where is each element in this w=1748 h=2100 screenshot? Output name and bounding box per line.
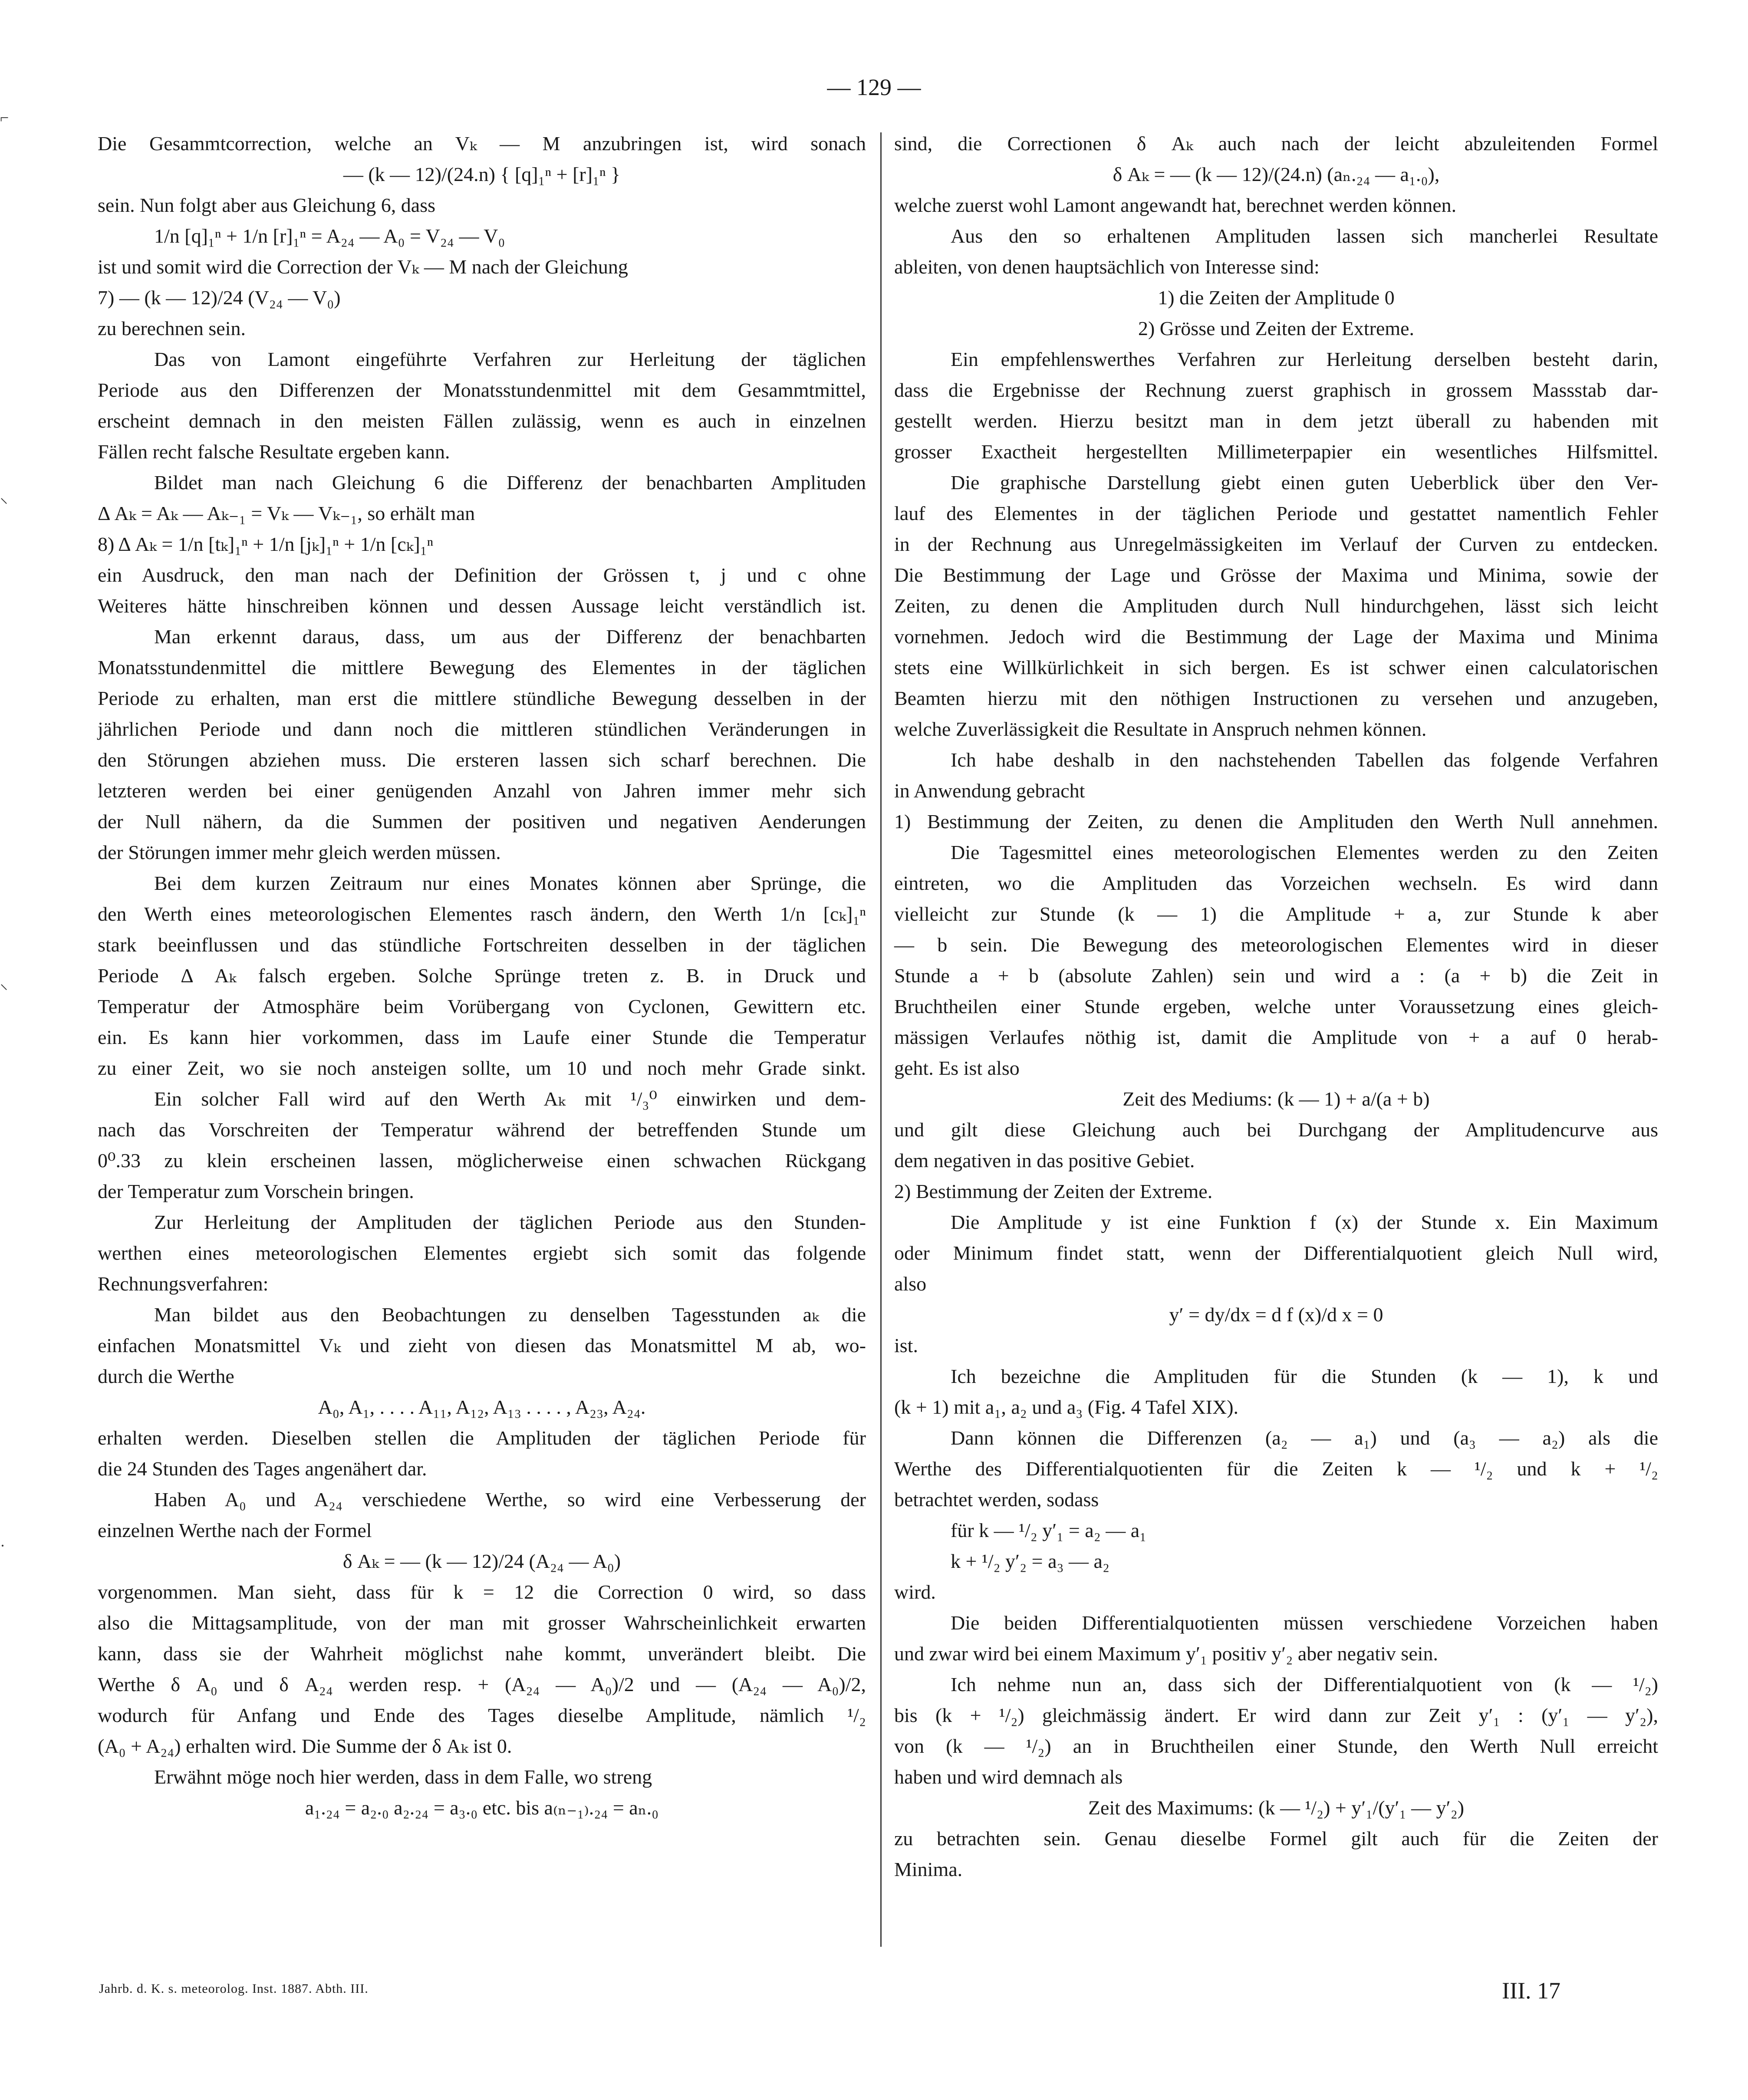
- text-line: Fällen recht falsche Resultate ergeben kann.: [98, 441, 450, 463]
- text-line: 2) Bestimmung der Zeiten der Extreme.: [894, 1180, 1213, 1202]
- text-line: sind, die Correctionen δ Aₖ auch nach der leicht abzuleitenden Formel: [894, 132, 1658, 155]
- text-line: ist.: [894, 1334, 918, 1356]
- text-line: Man bildet aus den Beobachtungen zu denselben Tagesstunden aₖ die: [154, 1303, 866, 1326]
- text-line: Erwähnt möge noch hier werden, dass in dem Falle, wo streng: [154, 1766, 652, 1788]
- text-line: Das von Lamont eingeführte Verfahren zur Herleitung der täglichen: [154, 348, 866, 370]
- text-line: der Störungen immer mehr gleich werden müssen.: [98, 841, 501, 863]
- formula-line: — (k — 12)/(24.n) { [q]₁ⁿ + [r]₁ⁿ }: [343, 163, 621, 185]
- text-line: Die graphische Darstellung giebt einen guten Ueberblick über den Ver-: [951, 471, 1658, 494]
- text-line: vorgenommen. Man sieht, dass für k = 12 die Correction 0 wird, so dass: [98, 1581, 866, 1603]
- text-line: letzteren werden bei einer genügenden Anzahl von Jahren immer mehr sich: [98, 780, 866, 802]
- text-line: Die Bestimmung der Lage und Grösse der Maxima und Minima, sowie der: [894, 564, 1658, 586]
- text-line: zu betrachten sein. Genau dieselbe Formel gilt auch für die Zeiten der: [894, 1827, 1658, 1850]
- text-line: Ich bezeichne die Amplituden für die Stunden (k — 1), k und: [951, 1365, 1658, 1387]
- text-line: Rechnungsverfahren:: [98, 1273, 269, 1295]
- text-line: also die Mittagsamplitude, von der man mit grosser Wahrscheinlichkeit erwarten: [98, 1612, 866, 1634]
- text-line: dass die Ergebnisse der Rechnung zuerst graphisch in grossem Massstab dar-: [894, 379, 1658, 401]
- text-line: geht. Es ist also: [894, 1057, 1020, 1079]
- text-line: Werthe δ A₀ und δ A₂₄ werden resp. + (A₂₄ — A₀)/2 und — (A₂₄ — A₀)/2,: [98, 1673, 866, 1695]
- formula-line: δ Aₖ = — (k — 12)/(24.n) (aₙ.₂₄ — a₁.₀),: [1113, 163, 1440, 185]
- formula-line: 8) Δ Aₖ = 1/n [tₖ]₁ⁿ + 1/n [jₖ]₁ⁿ + 1/n [cₖ]₁ⁿ: [98, 533, 434, 555]
- text-line: Minima.: [894, 1858, 963, 1880]
- text-line: ist und somit wird die Correction der Vₖ — M nach der Gleichung: [98, 256, 628, 278]
- text-line: sein. Nun folgt aber aus Gleichung 6, dass: [98, 194, 436, 216]
- text-line: lauf des Elementes in der täglichen Periode und gestattet namentlich Fehler: [894, 502, 1658, 524]
- text-line: welche Zuverlässigkeit die Resultate in Anspruch nehmen können.: [894, 718, 1427, 740]
- text-line: (A₀ + A₂₄) erhalten wird. Die Summe der δ Aₖ ist 0.: [98, 1735, 512, 1757]
- formula-line: k + ¹/₂ y′₂ = a₃ — a₂: [951, 1550, 1110, 1572]
- text-line: Bildet man nach Gleichung 6 die Differenz der benachbarten Amplituden: [154, 471, 866, 494]
- text-line: Die Tagesmittel eines meteorologischen Elementes werden zu den Zeiten: [951, 841, 1658, 863]
- text-line: durch die Werthe: [98, 1365, 234, 1387]
- text-line: Zur Herleitung der Amplituden der täglichen Periode aus den Stunden-: [154, 1211, 866, 1233]
- text-line: — b sein. Die Bewegung des meteorologischen Elementes wird in dieser: [894, 934, 1658, 956]
- footer-citation: Jahrb. d. K. s. meteorolog. Inst. 1887. Abth. III.: [99, 1982, 369, 1996]
- text-line: werthen eines meteorologischen Elementes ergiebt sich somit das folgende: [98, 1242, 866, 1264]
- formula-line: y′ = dy/dx = d f (x)/d x = 0: [1169, 1303, 1383, 1326]
- text-line: Zeiten, zu denen die Amplituden durch Null hindurchgehen, lässt sich leicht: [894, 595, 1658, 617]
- text-line: Die Gesammtcorrection, welche an Vₖ — M anzubringen ist, wird sonach: [98, 132, 866, 155]
- text-line: Stunde a + b (absolute Zahlen) sein und wird a : (a + b) die Zeit in: [894, 964, 1658, 987]
- formula-line: 2) Grösse und Zeiten der Extreme.: [1138, 317, 1415, 339]
- text-line: Ich habe deshalb in den nachstehenden Tabellen das folgende Verfahren: [951, 749, 1658, 771]
- text-line: Haben A₀ und A₂₄ verschiedene Werthe, so wird eine Verbesserung der: [154, 1488, 866, 1511]
- text-line: bis (k + ¹/₂) gleichmässig ändert. Er wird dann zur Zeit y′₁ : (y′₁ — y′₂),: [894, 1704, 1658, 1726]
- text-line: den Werth eines meteorologischen Elementes rasch ändern, den Werth 1/n [cₖ]₁ⁿ: [98, 903, 866, 925]
- text-line: kann, dass sie der Wahrheit möglichst nahe kommt, unverändert bleibt. Die: [98, 1642, 866, 1665]
- text-line: von (k — ¹/₂) an in Bruchtheilen einer Stunde, den Werth Null erreicht: [894, 1735, 1658, 1757]
- text-line: Temperatur der Atmosphäre beim Vorübergang von Cyclonen, Gewittern etc.: [98, 995, 866, 1017]
- text-line: den Störungen abziehen muss. Die ersteren lassen sich scharf berechnen. Die: [98, 749, 866, 771]
- text-line: erhalten werden. Dieselben stellen die Amplituden der täglichen Periode für: [98, 1427, 866, 1449]
- formula-line: 7) — (k — 12)/24 (V₂₄ — V₀): [98, 286, 341, 309]
- footer-signature-mark: III. 17: [1502, 1978, 1560, 2004]
- text-line: Bei dem kurzen Zeitraum nur eines Monates können aber Sprünge, die: [154, 872, 866, 894]
- text-line: Werthe des Differentialquotienten für die Zeiten k — ¹/₂ und k + ¹/₂: [894, 1458, 1658, 1480]
- text-line: ableiten, von denen hauptsächlich von Interesse sind:: [894, 256, 1320, 278]
- formula-line: für k — ¹/₂ y′₁ = a₂ — a₁: [951, 1519, 1147, 1541]
- text-line: vielleicht zur Stunde (k — 1) die Amplitude + a, zur Stunde k aber: [894, 903, 1658, 925]
- text-line: wodurch für Anfang und Ende des Tages dieselbe Amplitude, nämlich ¹/₂: [98, 1704, 866, 1726]
- text-line: Ein empfehlenswerthes Verfahren zur Herleitung derselben besteht darin,: [951, 348, 1658, 370]
- formula-line: 1/n [q]₁ⁿ + 1/n [r]₁ⁿ = A₂₄ — A₀ = V₂₄ — V₀: [154, 225, 505, 247]
- text-line: der Null nähern, da die Summen der positiven und negativen Aenderungen: [98, 810, 866, 833]
- text-line: Dann können die Differenzen (a₂ — a₁) und (a₃ — a₂) als die: [951, 1427, 1658, 1449]
- text-line: welche zuerst wohl Lamont angewandt hat, berechnet werden können.: [894, 194, 1457, 216]
- text-line: Periode Δ Aₖ falsch ergeben. Solche Sprünge treten z. B. in Druck und: [98, 964, 866, 987]
- margin-mark: ⌐: [0, 109, 9, 126]
- text-line: ein Ausdruck, den man nach der Definition der Grössen t, j und c ohne: [98, 564, 866, 586]
- text-line: Δ Aₖ = Aₖ — Aₖ₋₁ = Vₖ — Vₖ₋₁, so erhält man: [98, 502, 475, 524]
- text-line: Die beiden Differentialquotienten müssen verschiedene Vorzeichen haben: [951, 1612, 1658, 1634]
- text-line: (k + 1) mit a₁, a₂ und a₃ (Fig. 4 Tafel XIX).: [894, 1396, 1239, 1418]
- text-line: Monatsstundenmittel die mittlere Bewegung des Elementes in der täglichen: [98, 656, 866, 678]
- right-column: [894, 128, 1658, 1885]
- text-line: betrachtet werden, sodass: [894, 1488, 1099, 1511]
- text-line: Aus den so erhaltenen Amplituden lassen sich mancherlei Resultate: [951, 225, 1658, 247]
- text-line: eintreten, wo die Amplituden das Vorzeichen wechseln. Es wird dann: [894, 872, 1658, 894]
- page-number: — 129 —: [827, 74, 921, 100]
- text-line: wird.: [894, 1581, 936, 1603]
- formula-line: δ Aₖ = — (k — 12)/24 (A₂₄ — A₀): [342, 1550, 621, 1572]
- column-divider: [880, 132, 882, 1947]
- text-line: Ein solcher Fall wird auf den Werth Aₖ mit ¹/₃⁰ einwirken und dem-: [154, 1088, 866, 1110]
- formula-line: a₁.₂₄ = a₂.₀ a₂.₂₄ = a₃.₀ etc. bis a₍ₙ₋₁₎.₂₄ = aₙ.₀: [305, 1797, 659, 1819]
- text-line: und gilt diese Gleichung auch bei Durchgang der Amplitudencurve aus: [894, 1119, 1658, 1141]
- formula-line: Zeit des Maximums: (k — ¹/₂) + y′₁/(y′₁ — y′₂): [1088, 1797, 1465, 1819]
- text-line: Beamten hierzu mit den nöthigen Instructionen zu versehen und anzugeben,: [894, 687, 1658, 709]
- text-line: und zwar wird bei einem Maximum y′₁ positiv y′₂ aber negativ sein.: [894, 1642, 1439, 1665]
- text-line: nach das Vorschreiten der Temperatur während der betreffenden Stunde um: [98, 1119, 866, 1141]
- text-line: Bruchtheilen einer Stunde ergeben, welche unter Voraussetzung eines gleich-: [894, 995, 1658, 1017]
- text-line: also: [894, 1273, 927, 1295]
- text-line: oder Minimum findet statt, wenn der Differentialquotient gleich Null wird,: [894, 1242, 1658, 1264]
- text-line: Man erkennt daraus, dass, um aus der Differenz der benachbarten: [154, 625, 866, 648]
- left-column: [98, 128, 866, 1823]
- text-line: Ich nehme nun an, dass sich der Differentialquotient von (k — ¹/₂): [951, 1673, 1658, 1695]
- text-line: Weiteres hätte hinschreiben können und dessen Aussage leicht verständlich ist.: [98, 595, 866, 617]
- text-line: zu einer Zeit, wo sie noch ansteigen sollte, um 10 und noch mehr Grade sinkt.: [98, 1057, 866, 1079]
- margin-mark: ·: [0, 1537, 5, 1554]
- text-line: zu berechnen sein.: [98, 317, 246, 339]
- text-line: vornehmen. Jedoch wird die Bestimmung der Lage der Maxima und Minima: [894, 625, 1658, 648]
- text-line: in der Rechnung aus Unregelmässigkeiten im Verlauf der Curven zu entdecken.: [894, 533, 1658, 555]
- text-line: grosser Exactheit hergestellten Millimeterpapier ein wesentliches Hilfsmittel.: [894, 441, 1658, 463]
- formula-line: Zeit des Mediums: (k — 1) + a/(a + b): [1123, 1088, 1430, 1110]
- text-line: stets eine Willkürlichkeit in sich bergen. Es ist schwer einen calculatorischen: [894, 656, 1658, 678]
- text-line: stark beeinflussen und das stündliche Fortschreiten desselben in der täglichen: [98, 934, 866, 956]
- text-line: Periode zu erhalten, man erst die mittlere stündliche Bewegung desselben in der: [98, 687, 866, 709]
- text-line: 0⁰.33 zu klein erscheinen lassen, möglicherweise einen schwachen Rückgang: [98, 1149, 866, 1172]
- text-line: der Temperatur zum Vorschein bringen.: [98, 1180, 414, 1202]
- text-line: Periode aus den Differenzen der Monatsstundenmittel mit dem Gesammtmittel,: [98, 379, 866, 401]
- text-line: einfachen Monatsmittel Vₖ und zieht von diesen das Monatsmittel M ab, wo-: [98, 1334, 866, 1356]
- text-line: 1) Bestimmung der Zeiten, zu denen die Amplituden den Werth Null annehmen.: [894, 810, 1658, 833]
- text-line: in Anwendung gebracht: [894, 780, 1085, 802]
- text-line: einzelnen Werthe nach der Formel: [98, 1519, 372, 1541]
- text-line: gestellt werden. Hierzu besitzt man in dem jetzt überall zu habenden mit: [894, 410, 1658, 432]
- text-line: erscheint demnach in den meisten Fällen zulässig, wenn es auch in einzelnen: [98, 410, 866, 432]
- text-line: mässigen Verlaufes nöthig ist, damit die Amplitude von + a auf 0 herab-: [894, 1026, 1658, 1048]
- margin-mark: ⸜: [0, 489, 8, 506]
- text-line: ein. Es kann hier vorkommen, dass im Laufe einer Stunde die Temperatur: [98, 1026, 866, 1048]
- margin-mark: ⸜: [0, 975, 8, 992]
- formula-line: 1) die Zeiten der Amplitude 0: [1158, 286, 1395, 309]
- text-line: Die Amplitude y ist eine Funktion f (x) der Stunde x. Ein Maximum: [951, 1211, 1658, 1233]
- text-line: haben und wird demnach als: [894, 1766, 1123, 1788]
- text-line: die 24 Stunden des Tages angenähert dar.: [98, 1458, 427, 1480]
- text-line: dem negativen in das positive Gebiet.: [894, 1149, 1195, 1172]
- text-line: jährlichen Periode und dann noch die mittleren stündlichen Veränderungen in: [98, 718, 866, 740]
- formula-line: A₀, A₁, . . . . A₁₁, A₁₂, A₁₃ . . . . , A₂₃, A₂₄.: [318, 1396, 646, 1418]
